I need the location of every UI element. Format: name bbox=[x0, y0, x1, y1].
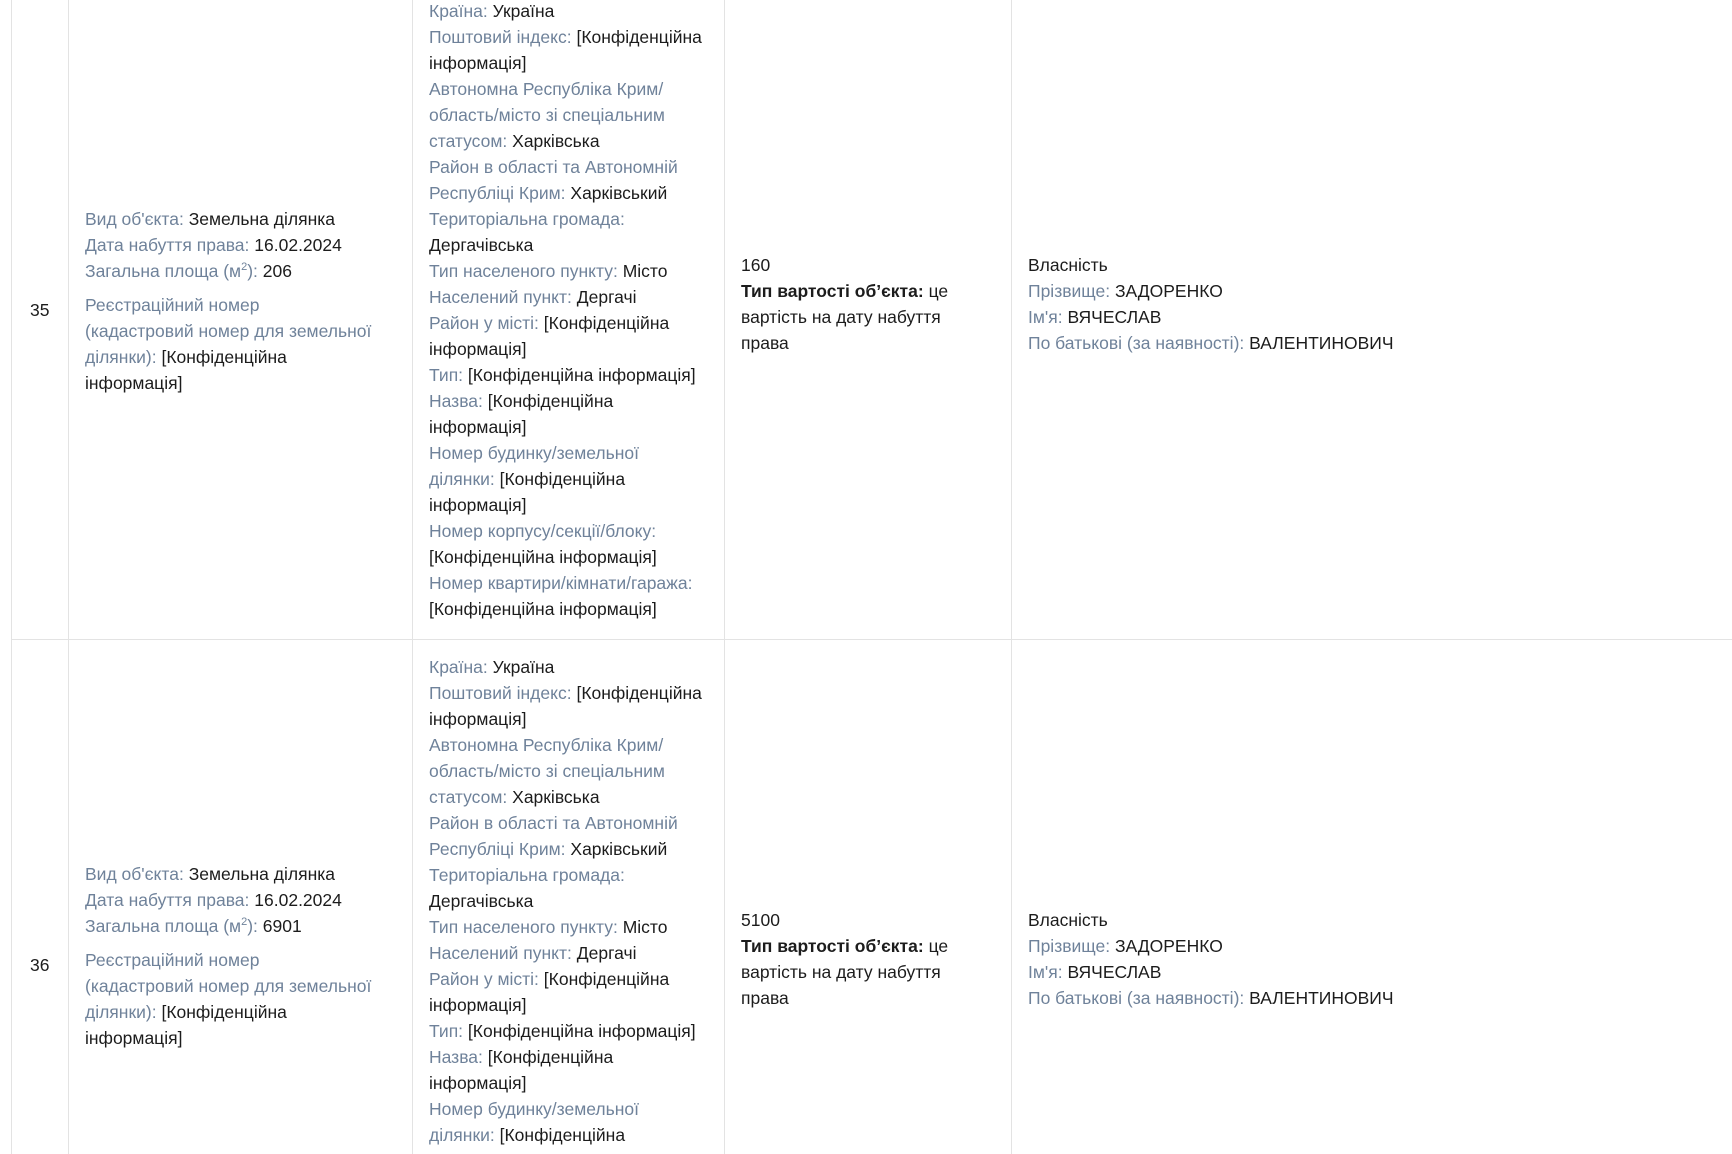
country-value: Україна bbox=[492, 657, 555, 677]
district-value: Харківський bbox=[570, 839, 668, 859]
owner-cell bbox=[1012, 0, 1732, 639]
registration-number-label-line2: (кадастровий номер для земельної bbox=[85, 321, 372, 341]
registration-number-value-line2: інформація] bbox=[85, 1028, 183, 1048]
object-kind-label: Вид об'єкта: bbox=[85, 209, 184, 229]
region-label: Автономна Республіка Крим/ bbox=[429, 79, 664, 99]
right-type-value: Власність bbox=[1028, 910, 1108, 930]
street-name-label: Назва: bbox=[429, 1047, 483, 1067]
city-district-value-line2: інформація] bbox=[429, 995, 527, 1015]
house-number-value: [Конфіденційна bbox=[499, 469, 626, 489]
patronymic-value: ВАЛЕНТИНОВИЧ bbox=[1249, 988, 1394, 1008]
district-label: Район в області та Автономній bbox=[429, 157, 678, 177]
value-cell bbox=[725, 0, 1012, 639]
street-name-value-line2: інформація] bbox=[429, 417, 527, 437]
row-number-cell bbox=[12, 0, 69, 639]
country-value: Україна bbox=[492, 1, 555, 21]
registration-number-label: Реєстраційний номер bbox=[85, 295, 260, 315]
settlement-type-label: Тип населеного пункту: bbox=[429, 261, 618, 281]
given-name-label: Ім'я: bbox=[1028, 307, 1063, 327]
street-name-label: Назва: bbox=[429, 391, 483, 411]
given-name-value: ВЯЧЕСЛАВ bbox=[1067, 962, 1162, 982]
value-type-value: це bbox=[928, 936, 949, 956]
region-label-line2: область/місто зі спеціальним bbox=[429, 105, 665, 125]
house-number-label: Номер будинку/земельної bbox=[429, 443, 639, 463]
postal-value-line2: інформація] bbox=[429, 709, 527, 729]
country-label: Країна: bbox=[429, 657, 488, 677]
registration-number-value-line2: інформація] bbox=[85, 373, 183, 393]
city-district-label: Район у місті: bbox=[429, 969, 539, 989]
settlement-type-value: Місто bbox=[622, 261, 668, 281]
apartment-number-label: Номер квартири/кімнати/гаража: bbox=[429, 573, 693, 593]
surname-label: Прізвище: bbox=[1028, 936, 1111, 956]
postal-label: Поштовий індекс: bbox=[429, 683, 572, 703]
object-value-amount: 160 bbox=[741, 255, 771, 275]
community-value: Дергачівська bbox=[429, 891, 534, 911]
value-type-value: це bbox=[928, 281, 949, 301]
value-type-value-line3: права bbox=[741, 988, 789, 1008]
building-number-value: [Конфіденційна інформація] bbox=[429, 547, 657, 567]
owner-cell bbox=[1012, 640, 1732, 1154]
total-area-value: 206 bbox=[262, 261, 292, 281]
value-type-value-line3: права bbox=[741, 333, 789, 353]
district-value: Харківський bbox=[570, 183, 668, 203]
value-type-label: Тип вартості об’єкта: bbox=[741, 281, 924, 301]
street-type-label: Тип: bbox=[429, 365, 464, 385]
settlement-value: Дергачі bbox=[576, 287, 637, 307]
house-number-label-line2: ділянки: bbox=[429, 469, 495, 489]
row-number: 36 bbox=[30, 955, 50, 975]
acquisition-date-label: Дата набуття права: bbox=[85, 890, 250, 910]
object-kind-value: Земельна ділянка bbox=[188, 864, 336, 884]
acquisition-date-value: 16.02.2024 bbox=[254, 890, 342, 910]
country-label: Країна: bbox=[429, 1, 488, 21]
settlement-type-label: Тип населеного пункту: bbox=[429, 917, 618, 937]
registration-number-label: Реєстраційний номер bbox=[85, 950, 260, 970]
total-area-value: 6901 bbox=[262, 916, 302, 936]
region-value: Харківська bbox=[512, 787, 600, 807]
district-label-line2: Республіці Крим: bbox=[429, 183, 566, 203]
city-district-label: Район у місті: bbox=[429, 313, 539, 333]
total-area-label: Загальна площа $(м^2)$: bbox=[85, 261, 258, 281]
object-cell bbox=[69, 640, 413, 1154]
settlement-value: Дергачі bbox=[576, 943, 637, 963]
district-label: Район в області та Автономній bbox=[429, 813, 678, 833]
right-type-value: Власність bbox=[1028, 255, 1108, 275]
region-value: Харківська bbox=[512, 131, 600, 151]
community-label: Територіальна громада: bbox=[429, 209, 625, 229]
region-label-line2: область/місто зі спеціальним bbox=[429, 761, 665, 781]
value-type-label: Тип вартості об’єкта: bbox=[741, 936, 924, 956]
city-district-value-line2: інформація] bbox=[429, 339, 527, 359]
given-name-label: Ім'я: bbox=[1028, 962, 1063, 982]
surname-label: Прізвище: bbox=[1028, 281, 1111, 301]
surname-value: ЗАДОРЕНКО bbox=[1114, 281, 1223, 301]
postal-value: [Конфіденційна bbox=[576, 683, 702, 703]
patronymic-label: По батькові (за наявності): bbox=[1028, 333, 1245, 353]
house-number-label: Номер будинку/земельної bbox=[429, 1099, 639, 1119]
object-kind-label: Вид об'єкта: bbox=[85, 864, 184, 884]
community-label: Територіальна громада: bbox=[429, 865, 625, 885]
registration-number-label-line3: ділянки): bbox=[85, 347, 157, 367]
street-type-value: [Конфіденційна інформація] bbox=[467, 1021, 696, 1041]
patronymic-value: ВАЛЕНТИНОВИЧ bbox=[1249, 333, 1394, 353]
region-label-line3: статусом: bbox=[429, 131, 508, 151]
address-cell bbox=[413, 640, 725, 1154]
registration-number-value: [Конфіденційна bbox=[161, 1002, 287, 1022]
acquisition-date-value: 16.02.2024 bbox=[254, 235, 342, 255]
city-district-value: [Конфіденційна bbox=[543, 969, 670, 989]
value-cell bbox=[725, 640, 1012, 1154]
acquisition-date-label: Дата набуття права: bbox=[85, 235, 250, 255]
registration-number-label-line3: ділянки): bbox=[85, 1002, 157, 1022]
surname-value: ЗАДОРЕНКО bbox=[1114, 936, 1223, 956]
street-name-value-line2: інформація] bbox=[429, 1073, 527, 1093]
settlement-type-value: Місто bbox=[622, 917, 668, 937]
object-value-amount: 5100 bbox=[741, 910, 780, 930]
street-name-value: [Конфіденційна bbox=[487, 391, 614, 411]
given-name-value: ВЯЧЕСЛАВ bbox=[1067, 307, 1162, 327]
row-number: 35 bbox=[30, 300, 50, 320]
settlement-label: Населений пункт: bbox=[429, 287, 572, 307]
declaration-table bbox=[11, 0, 1732, 1154]
registration-number-value: [Конфіденційна bbox=[161, 347, 287, 367]
region-label: Автономна Республіка Крим/ bbox=[429, 735, 664, 755]
street-type-label: Тип: bbox=[429, 1021, 464, 1041]
object-cell bbox=[69, 0, 413, 639]
region-label-line3: статусом: bbox=[429, 787, 508, 807]
address-cell bbox=[413, 0, 725, 639]
table-row bbox=[12, 640, 1732, 1154]
house-number-value-line2: інформація] bbox=[429, 495, 527, 515]
house-number-label-line2: ділянки: bbox=[429, 1125, 495, 1145]
postal-value: [Конфіденційна bbox=[576, 27, 702, 47]
object-kind-value: Земельна ділянка bbox=[188, 209, 336, 229]
house-number-value: [Конфіденційна bbox=[499, 1125, 626, 1145]
apartment-number-value: [Конфіденційна інформація] bbox=[429, 599, 657, 619]
total-area-label: Загальна площа $(м^2)$: bbox=[85, 916, 258, 936]
value-type-value-line2: вартість на дату набуття bbox=[741, 307, 941, 327]
postal-value-line2: інформація] bbox=[429, 53, 527, 73]
street-type-value: [Конфіденційна інформація] bbox=[467, 365, 696, 385]
postal-label: Поштовий індекс: bbox=[429, 27, 572, 47]
building-number-label: Номер корпусу/секції/блоку: bbox=[429, 521, 657, 541]
value-type-value-line2: вартість на дату набуття bbox=[741, 962, 941, 982]
city-district-value: [Конфіденційна bbox=[543, 313, 670, 333]
street-name-value: [Конфіденційна bbox=[487, 1047, 614, 1067]
district-label-line2: Республіці Крим: bbox=[429, 839, 566, 859]
community-value: Дергачівська bbox=[429, 235, 534, 255]
registration-number-label-line2: (кадастровий номер для земельної bbox=[85, 976, 372, 996]
patronymic-label: По батькові (за наявності): bbox=[1028, 988, 1245, 1008]
settlement-label: Населений пункт: bbox=[429, 943, 572, 963]
row-number-cell bbox=[12, 640, 69, 1154]
table-row bbox=[12, 0, 1732, 640]
